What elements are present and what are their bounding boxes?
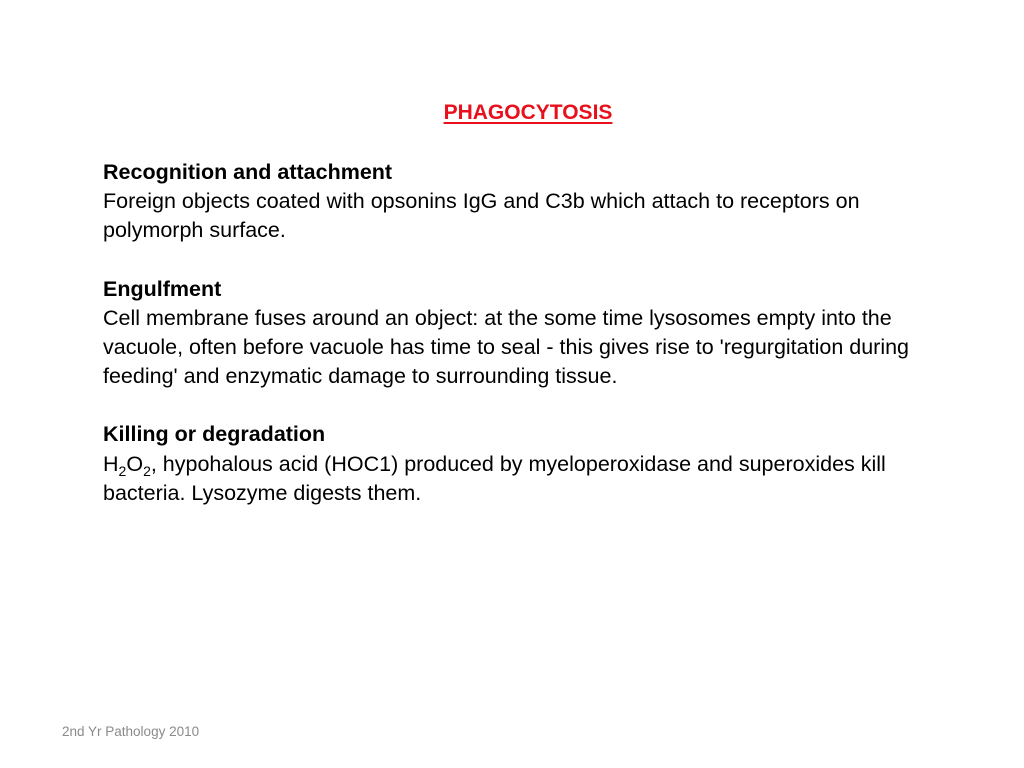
section-body-killing: [103, 450, 943, 508]
section-body-killing-text: , hypohalous acid (HOC1) produced by myeloperoxidase and superoxides kill bacteria. Lysozyme digests them.: [103, 451, 886, 505]
section-body-engulfment: Cell membrane fuses around an object: at the some time lysosomes empty into the vacuole, often before vacuole has time to seal - this gives rise to 'regurgitation during feeding' and enzymatic damage to surrounding tissue.: [103, 305, 910, 389]
slide-footer: 2nd Yr Pathology 2010: [62, 724, 200, 739]
slide-content: [103, 158, 943, 537]
section-engulfment: [103, 275, 943, 392]
section-killing: [103, 420, 943, 508]
section-heading-killing: Killing or degradation: [103, 422, 326, 447]
section-heading-engulfment: Engulfment: [103, 276, 222, 301]
formula-subscript-2: 2: [143, 462, 151, 479]
formula-o: O: [126, 451, 144, 476]
section-heading-recognition: Recognition and attachment: [103, 160, 393, 184]
slide-title: PHAGOCYTOSIS: [443, 101, 613, 124]
section-recognition: [103, 158, 943, 246]
formula-h: H: [103, 451, 119, 476]
section-body-recognition: Foreign objects coated with opsonins IgG and C3b which attach to receptors on polymorph surface.: [103, 189, 860, 243]
formula-subscript-1: 2: [118, 462, 127, 479]
